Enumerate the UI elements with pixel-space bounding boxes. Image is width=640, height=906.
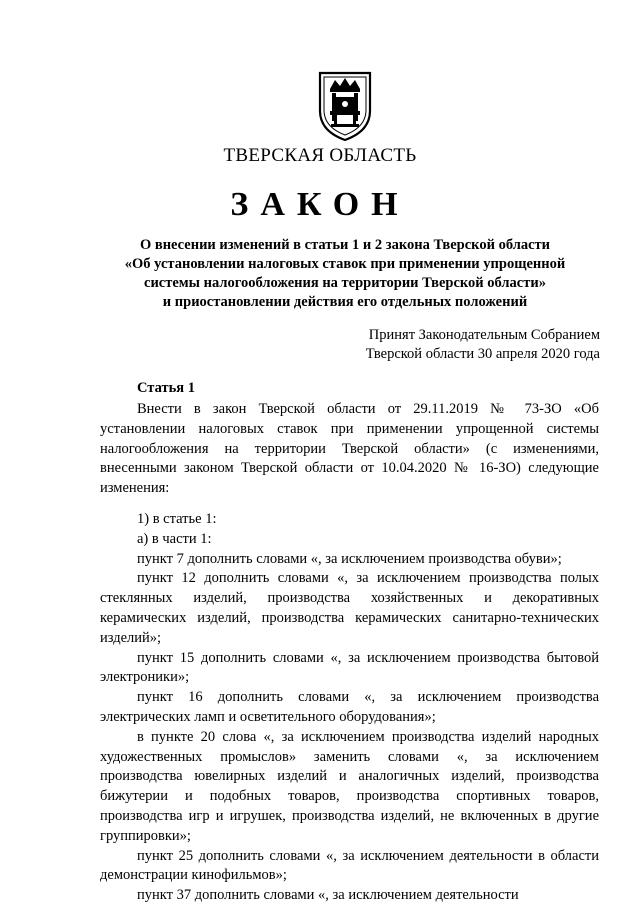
law-title-line: системы налогообложения на территории Тверской области» [144, 275, 546, 291]
law-heading: ЗАКОН [230, 186, 410, 223]
paragraph: в пункте 20 слова «, за исключением производства изделий народных художественных промыслов» заменить словами «, за исключением производства ювелирных изделий и аналогичных изделий, производства бижутерии и подобных товаров, производства спортивных товаров, производства игр и игрушек, производства изделий, не включенных в другие группировки»; [100, 728, 599, 844]
paragraph: а) в части 1: [137, 530, 212, 547]
region-name: ТВЕРСКАЯ ОБЛАСТЬ [223, 145, 417, 166]
paragraph: пункт 25 дополнить словами «, за исключением деятельности в области демонстрации кинофильмов»; [100, 847, 599, 884]
paragraph: пункт 15 дополнить словами «, за исключением производства бытовой электроники»; [100, 649, 599, 686]
article-body [100, 400, 599, 906]
law-title-line: и приостановлении действия его отдельных положений [162, 294, 528, 310]
paragraph: пункт 7 дополнить словами «, за исключением производства обуви»; [137, 550, 562, 567]
law-title-line: «Об установлении налоговых ставок при применении упрощенной [124, 256, 566, 272]
law-title-line: О внесении изменений в статьи 1 и 2 закона Тверской области [139, 237, 551, 253]
adoption-note [366, 326, 600, 364]
paragraph: пункт 16 дополнить словами «, за исключением производства электрических ламп и осветительного оборудования»; [100, 689, 599, 725]
article-heading: Статья 1 [137, 380, 195, 396]
paragraph: пункт 37 дополнить словами «, за исключением деятельности [137, 887, 519, 904]
paragraph: 1) в статье 1: [137, 510, 217, 527]
adoption-line: Принят Законодательным Собранием [368, 327, 600, 343]
adoption-line: Тверской области 30 апреля 2020 года [365, 346, 600, 362]
tver-coat-of-arms-icon [316, 67, 374, 143]
paragraph: пункт 12 дополнить словами «, за исключением производства полых стеклянных изделий, производства хозяйственных и декоративных керамических изделий, производства керамических санитарно-технических изделий»; [100, 570, 599, 646]
law-title [110, 236, 580, 312]
paragraph: Внести в закон Тверской области от 29.11.2019 № 73-ЗО «Об установлении налоговых ставок при применении упрощенной системы налогообложения на территории Тверской области» (с изменениями, внесенными законом Тверской области от 10.04.2020 № 16-ЗО) следующие изменения: [100, 401, 599, 497]
